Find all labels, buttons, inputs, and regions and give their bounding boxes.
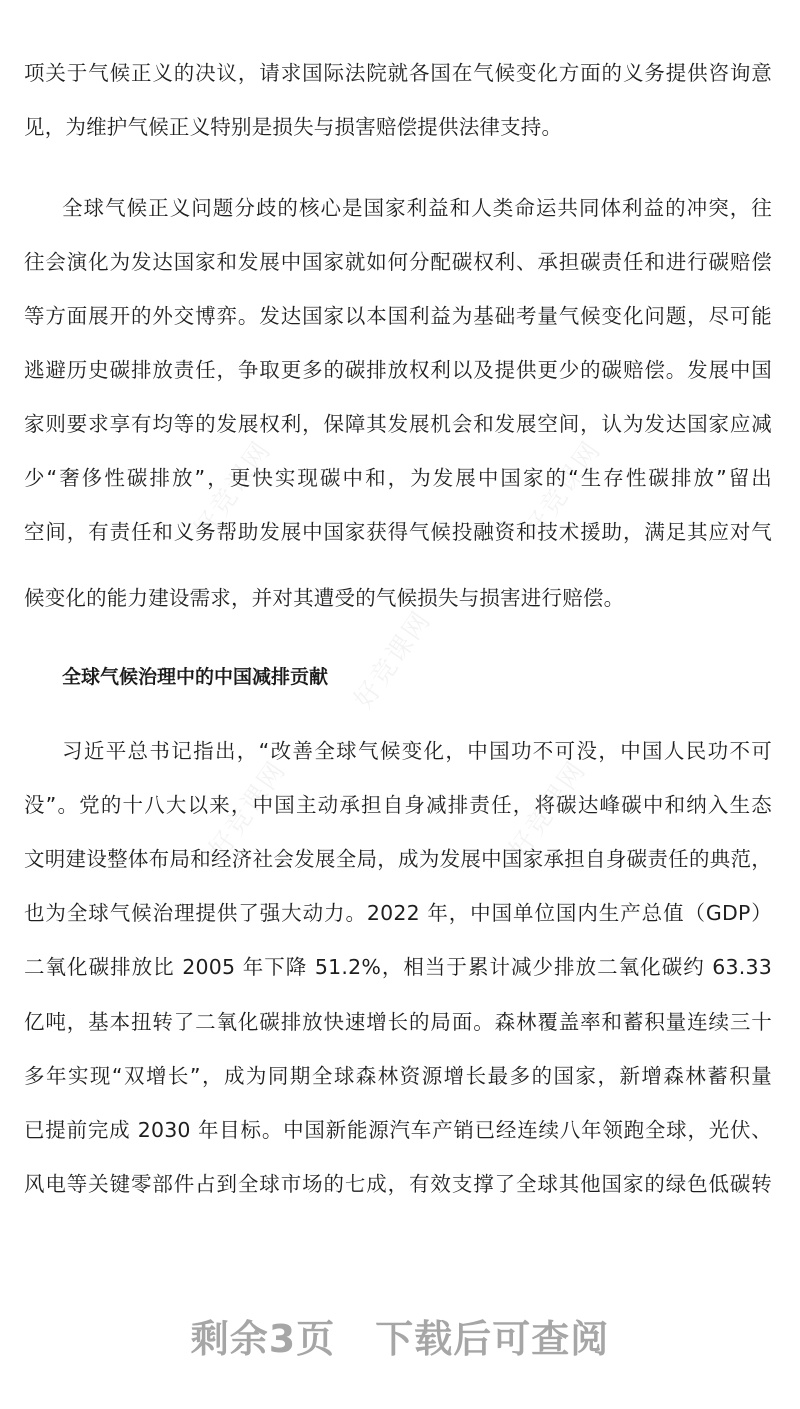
remaining-pages-label: 剩余3页 [190, 1317, 336, 1361]
body-text-line: 风电等关键零部件占到全球市场的七成，有效支撑了全球其他国家的绿色低碳转 [24, 1172, 772, 1196]
body-text-line: 亿吨，基本扭转了二氧化碳排放快速增长的局面。森林覆盖率和蓄积量连续三十 [24, 1010, 772, 1034]
watermark: 好竞课网 [188, 435, 278, 545]
section-heading: 全球气候治理中的中国减排贡献 [62, 666, 329, 688]
body-text-line: 文明建设整体布局和经济社会发展全局，成为发展中国家承担自身碳责任的典范， [24, 847, 772, 871]
body-text-line: 候变化的能力建设需求，并对其遭受的气候损失与损害进行赔偿。 [24, 586, 625, 610]
body-text-line: 往会演化为发达国家和发展中国家就如何分配碳权利、承担碳责任和进行碳赔偿 [24, 250, 772, 274]
body-text-line: 见，为维护气候正义特别是损失与损害赔偿提供法律支持。 [24, 115, 563, 139]
body-text-line: 全球气候正义问题分歧的核心是国家利益和人类命运共同体利益的冲突，往 [62, 196, 772, 220]
body-text-line: 空间，有责任和义务帮助发展中国家获得气候投融资和技术援助，满足其应对气 [24, 520, 772, 544]
body-text-line: 项关于气候正义的决议，请求国际法院就各国在气候变化方面的义务提供咨询意 [24, 61, 772, 85]
download-to-view-label[interactable]: 下载后可查阅 [375, 1317, 610, 1361]
body-text-line: 已提前完成 2030 年目标。中国新能源汽车产销已经连续八年领跑全球，光伏、 [24, 1118, 772, 1142]
body-text-line: 家则要求享有均等的发展权利，保障其发展机会和发展空间，认为发达国家应减 [24, 412, 772, 436]
download-prompt[interactable] [0, 1308, 800, 1363]
body-text-line: 二氧化碳排放比 2005 年下降 51.2%，相当于累计减少排放二氧化碳约 63.33 [24, 955, 772, 979]
body-text-line: 少“奢侈性碳排放”，更快实现碳中和，为发展中国家的“生存性碳排放”留出 [24, 466, 772, 490]
body-text-line: 没”。党的十八大以来，中国主动承担自身减排责任，将碳达峰碳中和纳入生态 [24, 793, 772, 817]
body-text-line: 多年实现“双增长”，成为同期全球森林资源增长最多的国家，新增森林蓄积量 [24, 1064, 772, 1088]
watermark: 好竞课网 [203, 755, 293, 865]
watermark: 好竞课网 [503, 755, 593, 865]
body-text-line: 习近平总书记指出，“改善全球气候变化，中国功不可没，中国人民功不可 [62, 739, 772, 763]
body-text-line: 等方面展开的外交博弈。发达国家以本国利益为基础考量气候变化问题，尽可能 [24, 304, 772, 328]
watermark: 好竞课网 [348, 605, 438, 715]
body-text-line: 也为全球气候治理提供了强大动力。2022 年，中国单位国内生产总值（GDP） [24, 901, 772, 925]
watermark: 好竞课网 [518, 435, 608, 545]
body-text-line: 逃避历史碳排放责任，争取更多的碳排放权利以及提供更少的碳赔偿。发展中国 [24, 358, 772, 382]
